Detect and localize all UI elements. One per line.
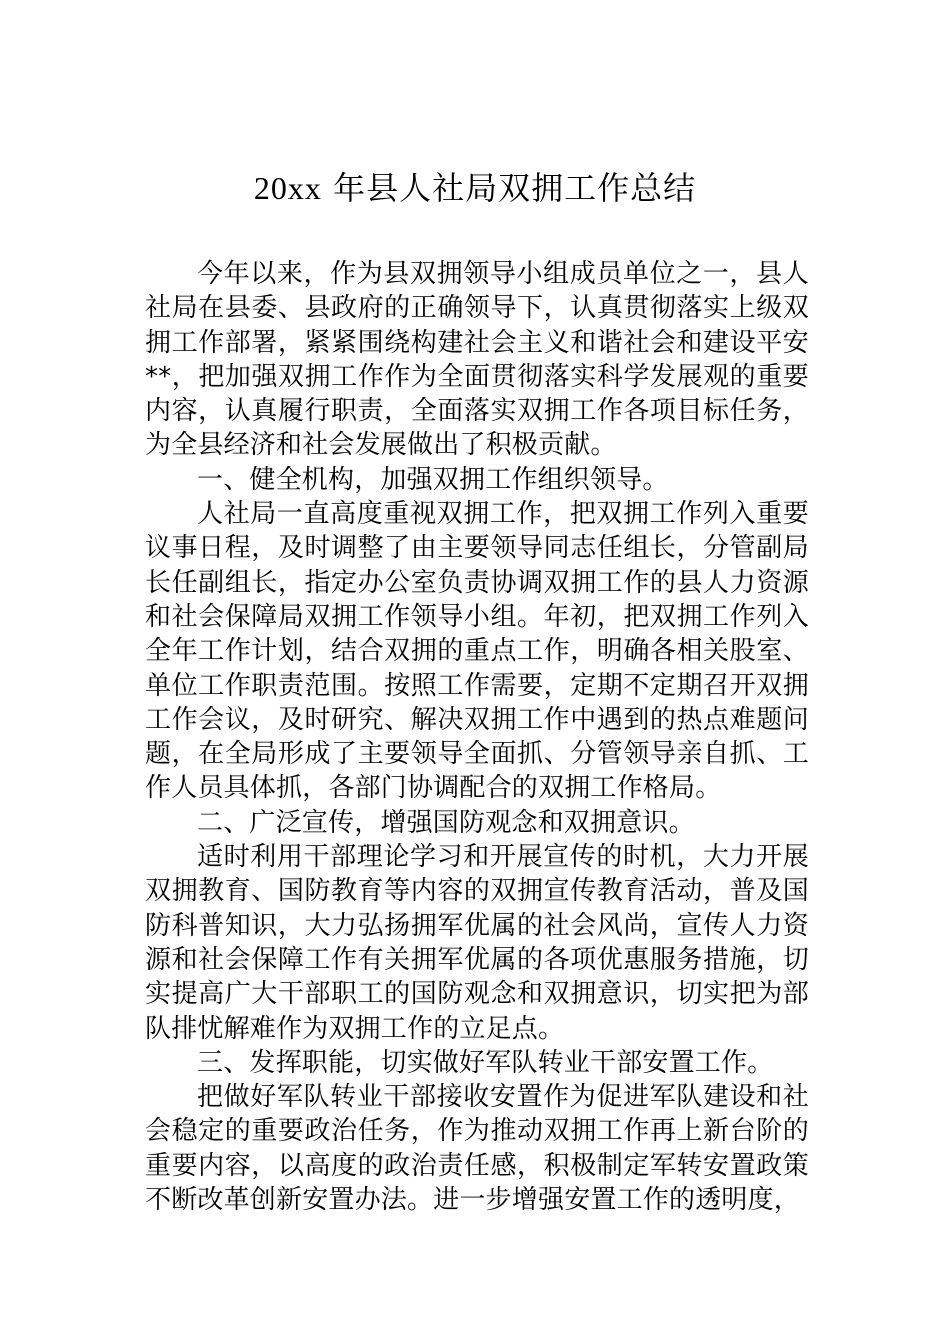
section-heading-1: 一、健全机构，加强双拥工作组织领导。 — [197, 464, 669, 495]
section-paragraph-3: 把做好军队转业干部接收安置作为促进军队建设和社会稳定的重要政治任务，作为推动双拥工作再上新台阶的重要内容，以高度的政治责任感，积极制定军转安置政策不断改革创新安置办法。进一步增强安置工作的透明度， — [145, 1082, 809, 1216]
section-paragraph-1: 人社局一直高度重视双拥工作，把双拥工作列入重要议事日程，及时调整了由主要领导同志任组长，分管副局长任副组长，指定办公室负责协调双拥工作的县人力资源和社会保障局双拥工作领导小组。年初，把双拥工作列入全年工作计划，结合双拥的重点工作，明确各相关股室、单位工作职责范围。按照工作需要，定期不定期召开双拥工作会议，及时研究、解决双拥工作中遇到的热点难题问题，在全局形成了主要领导全面抓、分管领导亲自抓、工作人员具体抓，各部门协调配合的双拥工作格局。 — [145, 499, 809, 804]
section-heading-2: 二、广泛宣传，增强国防观念和双拥意识。 — [197, 807, 695, 838]
title-text: 年县人社局双拥工作总结 — [333, 169, 697, 207]
intro-paragraph: 今年以来，作为县双拥领导小组成员单位之一，县人社局在县委、县政府的正确领导下，认真贯彻落实上级双拥工作部署，紧紧围绕构建社会主义和谐社会和建设平安**，把加强双拥工作作为全面贯彻落实科学发展观的重要内容，认真履行职责，全面落实双拥工作各项目标任务，为全县经济和社会发展做出了积极贡献。 — [145, 259, 809, 461]
document-title — [0, 166, 950, 210]
title-year: 20xx — [253, 170, 322, 206]
section-heading-3: 三、发挥职能，切实做好军队转业干部安置工作。 — [197, 1047, 774, 1078]
section-paragraph-2: 适时利用干部理论学习和开展宣传的时机，大力开展双拥教育、国防教育等内容的双拥宣传教育活动，普及国防科普知识，大力弘扬拥军优属的社会风尚，宣传人力资源和社会保障工作有关拥军优属的各项优惠服务措施，切实提高广大干部职工的国防观念和双拥意识，切实把为部队排忧解难作为双拥工作的立足点。 — [145, 842, 809, 1044]
document-body — [145, 257, 809, 1217]
